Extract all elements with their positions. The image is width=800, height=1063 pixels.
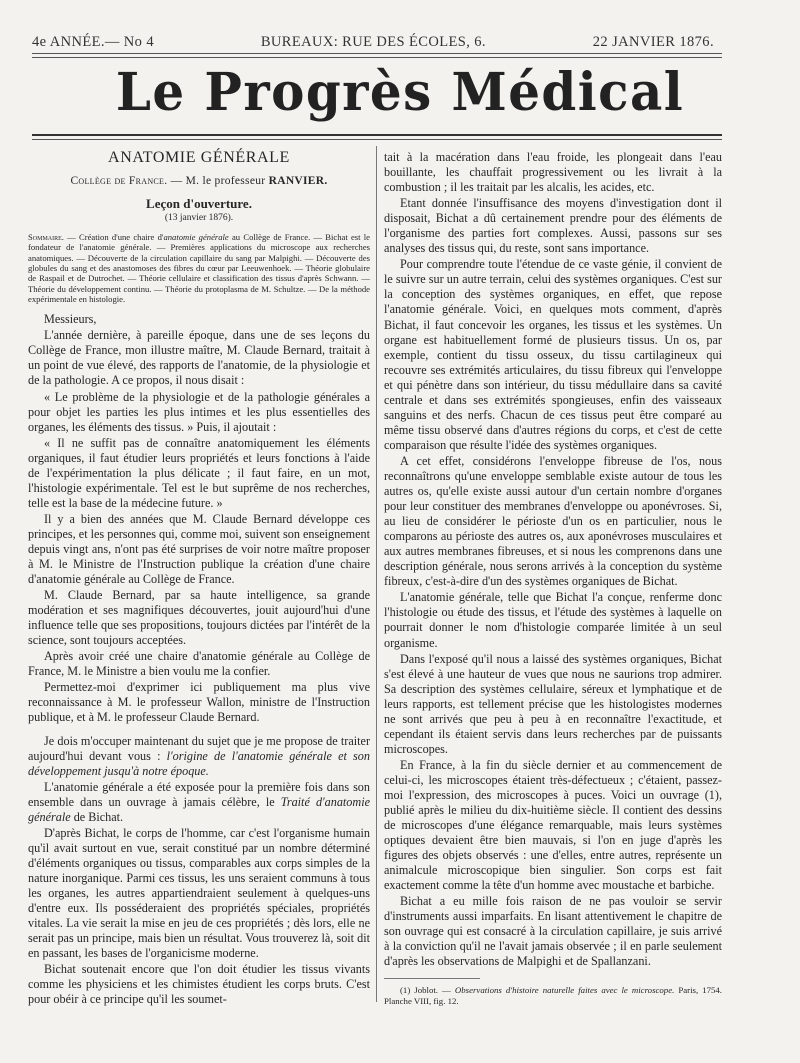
text-run-italic: Traité d'anatomie générale [28,794,371,824]
right-column [384,150,722,1007]
footnote-text: (1) Joblot. — [400,984,455,995]
issue-date: 22 JANVIER 1876. [592,34,714,50]
footnote [384,985,722,1007]
masthead-rule-bottom-second [32,139,722,140]
paragraph: Pour comprendre toute l'étendue de ce vaste génie, il convient de le suivre sur un autre terrain, celui des systèmes organiques. C'est sur la conception des systèmes organiques, en effet, que repose l'anatomie générale. Voici, en quelques mots comment, d'après Bichat, il faut concevoir les organes, les tissus et les systèmes. Un organe est habituellement formé de plusieurs tissus. Un os, par exemple, contient du tissu osseux, du tissu cartilagineux qui recouvre ses extrémités articulaires, du tissu fibreux qui l'enveloppe et qui pénètre dans son intérieur, du tissu médullaire dans sa cavité centrale et dans ses extrémités spongieuses, enfin des vaisseaux sanguins et des nerfs. Chacun de ces tissus peut être comparé au même tissu observé dans d'autres régions du corps, et c'est de cette comparaison que résulte l'idée des systèmes organiques. [384,257,722,452]
paragraph: Après avoir créé une chaire d'anatomie générale au Collège de France, M. le Ministre a bien voulu me la confier. [28,649,370,679]
text-run: Je dois m'occuper maintenant du sujet que je me propose de traiter aujourd'hui devant vous : [28,733,370,763]
paragraph: En France, à la fin du siècle dernier et au commencement de celui-ci, les microscopes étaient très-défectueux ; c'étaient, passez-moi l'expression, des microscopes à puces. Voici un ouvrage (1), publié après le milieu du dix-huitième siècle. Il contient des dessins de microscopes d'une élégance remarquable, mais leurs systèmes optiques devaient être bien mauvais, si l'on en juge d'après les figures des objets observés : une d'elles, entre autres, représente un animalcule microscopique bien singulier. Son corps est fait exactement comme la tête d'un homme avec moustache et barbiche. [384,757,722,893]
masthead-rule-bottom [32,134,722,136]
masthead-rule-top-second [32,57,722,58]
paragraph: « Il ne suffit pas de connaître anatomiquement les éléments organiques, il faut étudier leurs propriétés et leurs fonctions à l'aide de l'expérimentation la plus délicate ; il faut faire, en un mot, l'histologie expérimentale. Tel est le but suprême de nos recherches, telle est la base de la médecine future. » [28,435,370,510]
summary-italic: anatomie générale [163,232,229,243]
lecture-byline [28,174,370,189]
paragraph: Bichat soutenait encore que l'on doit étudier les tissus vivants comme les physiciens et les chimistes étudient les corps bruts. C'est pour obéir à ce principe qu'il les soumet- [28,962,370,1007]
footnote-text: Paris, 1754. Planche VIII, fig. 12. [384,984,722,1006]
college-name: Collège de France. [70,175,168,188]
left-column [28,148,370,1007]
text-run: L'anatomie générale a été exposée pour la première fois dans son ensemble dans un ouvrage à jamais célèbre, le [28,779,370,809]
paragraph: Bichat a eu mille fois raison de ne pas vouloir se servir d'instruments aussi imparfaits. En lisant attentivement le chapitre de son ouvrage qui est consacré à la circulation capillaire, je suis arrivé à la conviction qu'il ne l'avait jamais observée ; il en parle seulement d'après les observations de Malpighi et de Spallanzani. [384,894,722,969]
paragraph: M. Claude Bernard, par sa haute intelligence, sa grande modération et ses magnifiques découvertes, jouit aujourd'hui d'une influence telle que ses propositions, toujours dictées par l'intérêt de la science, sont toujours acceptées. [28,588,370,648]
paragraph: Dans l'exposé qu'il nous a laissé des systèmes organiques, Bichat s'est élevé à une hauteur de vues que nous ne saurions trop admirer. Sa description des systèmes cellulaire, séreux et lymphatique et de leurs rapports, est tellement précise que les histologistes modernes ne sont arrivés que peu à peu à en reconnaître l'exactitude, et cependant ils étaient servis dans leurs recherches par de puissants microscopes. [384,651,722,756]
paragraph: L'année dernière, à pareille époque, dans une de ses leçons du Collège de France, mon illustre maître, M. Claude Bernard, traitait à un point de vue élevé, des rapports de l'anatomie, de la physiologie et de la pathologie. A ce propos, il nous disait : [28,328,370,388]
column-divider [376,146,377,1002]
office-address: BUREAUX: RUE DES ÉCOLES, 6. [260,34,486,50]
paragraph: tait à la macération dans l'eau froide, les plongeait dans l'eau bouillante, les chauffait progressivement ou les livrait à la combustion ; il les traitait par les alcalis, les acides, etc. [384,150,722,195]
footnote-italic: Observations d'histoire naturelle faites avec le microscope. [454,984,675,995]
paragraph: Permettez-moi d'exprimer ici publiquement ma plus vive reconnaissance à M. le professeur Wallon, ministre de l'Instruction publique, et à M. le professeur Claude Bernard. [28,680,370,725]
summary-text-2: au Collège de France. — Bichat est le fondateur de l'anatomie générale. — Premières applications du microscope aux recherches anatomiques. — Découverte de la circulation capillaire du sang par Malpighi. — Découverte des globules du sang et des anastomoses des fibres du cœur par Leeuwenhoek. — Théorie globulaire de Raspail et de Dutrochet. — Théorie cellulaire et classification des tissus d'après Schwann. — Théorie du développement continu. — Théorie du protoplasma de M. Schultze. — De la méthode expérimentale en histologie. [28,232,370,304]
professor-prefix: — M. le professeur [167,175,269,188]
section-title: ANATOMIE GÉNÉRALE [108,149,290,166]
lecture-title: Leçon d'ouverture. [146,196,252,212]
issue-number: 4e ANNÉE.— No 4 [32,34,154,50]
professor-name: RANVIER. [268,175,328,188]
salutation: Messieurs, [44,312,97,327]
newspaper-title: Le Progrès Médical [115,62,685,123]
summary-heading: Sommaire. [28,232,64,243]
paragraph: Etant donnée l'insuffisance des moyens d'investigation dont il disposait, Bichat a dû certainement prendre pour des éléments de l'organisme des parties fort complexes. Aussi, passons sur ses analyses des tissus qui, du reste, sont sans importance. [384,196,722,256]
masthead-info-line [32,34,714,51]
footnote-rule [384,978,480,979]
paragraph: L'anatomie générale, telle que Bichat l'a conçue, renferme donc l'histologie ou étude des tissus, et l'étude des systèmes à laquelle on pourrait donner le nom d'histologie comparée limitée à un seul organisme. [384,590,722,650]
masthead-rule-top [32,53,722,54]
summary-block [28,232,370,304]
text-run-italic: l'origine de l'anatomie générale et son développement jusqu'à notre époque. [28,748,370,778]
paragraph [28,780,370,825]
summary-text-1: — Création d'une chaire d' [63,232,164,243]
paragraph: Il y a bien des années que M. Claude Bernard développe ces principes, et les personnes qui, comme moi, suivent son enseignement depuis vingt ans, n'ont pas été surprises de voir notre maître proposer à M. le Ministre de l'Instruction publique la création d'une chaire d'anatomie générale au Collège de France. [28,511,370,587]
text-run: de Bichat. [70,809,124,824]
paragraph [28,734,370,779]
paragraph: « Le problème de la physiologie et de la pathologie générales a pour objet les parties les plus intimes et les plus essentielles des organes, les éléments des tissus. » Puis, il ajoutait : [28,389,370,434]
paragraph: D'après Bichat, le corps de l'homme, car c'est l'organisme humain qu'il avait surtout en vue, serait constitué par un nombre déterminé d'éléments organiques ou tissus, comparables aux corps simples de la nature inorganique. Parmi ces tissus, les uns seraient communs à tous les organes, les autres appartiendraient seulement à quelques-uns d'entre eux. Ils posséderaient des propriétés spéciales, propriétés vitales. La vie serait la mise en jeu de ces propriétés ; dès lors, elle ne serait pas un principe, mais bien un résultat. Vous trouverez là, soit dit en passant, les bases de l'organicisme moderne. [28,825,370,961]
paragraph: A cet effet, considérons l'enveloppe fibreuse de l'os, nous reconnaîtrons qu'une enveloppe semblable existe autour de tous les autres os, qu'elle existe aussi autour d'un certain nombre d'organes pour leur constituer des membranes d'enveloppe ou aponévroses. Si, au lieu de considérer le périoste d'un os en particulier, nous le comparons au périoste des autres os, aux aponévroses musculaires et aux autres membranes fibreuses, et si nous les comprenons dans une description générale, nous serons arrivés à la conception du système fibreux, c'est-à-dire d'un des systèmes organiques de Bichat. [384,453,722,589]
lecture-date: (13 janvier 1876). [164,213,234,224]
